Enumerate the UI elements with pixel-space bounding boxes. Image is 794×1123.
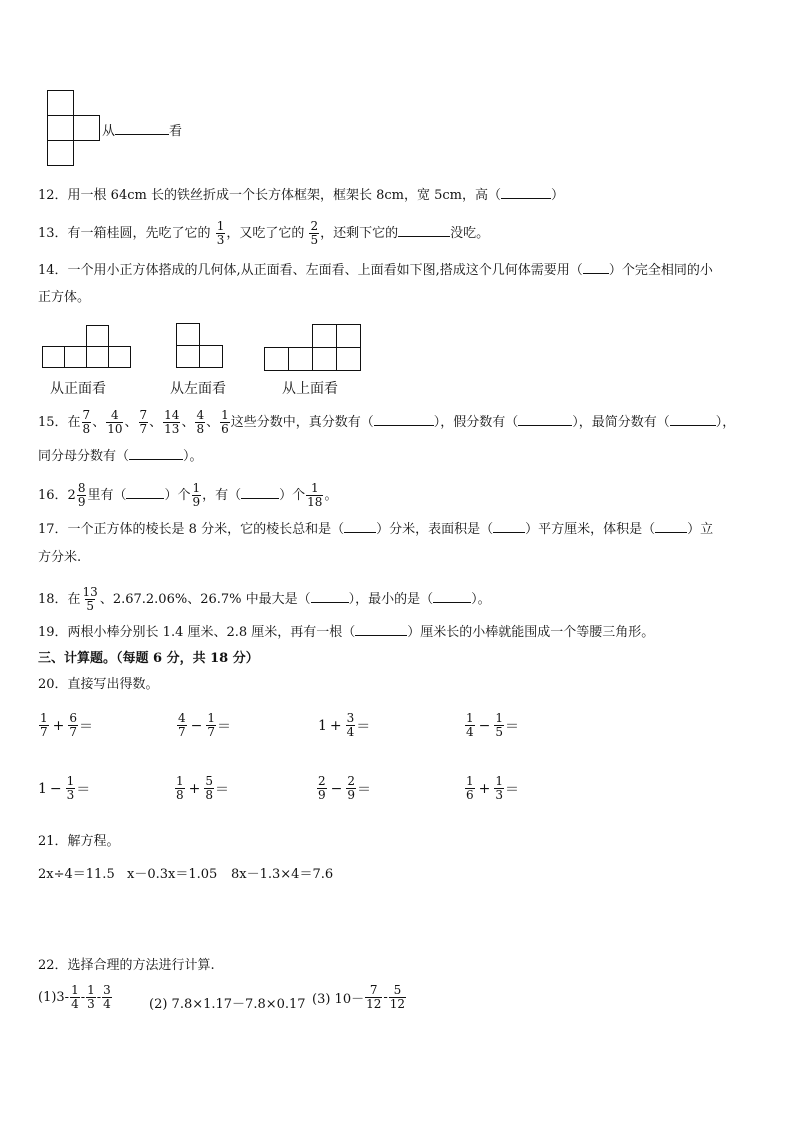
fraction: [317, 775, 327, 802]
q19-text-1: 19．两根小棒分别长 1.4 厘米、2.8 厘米，再有一根（: [38, 625, 356, 640]
figure-square: [64, 346, 87, 368]
figure-square: [312, 324, 337, 348]
q13-text-2: ，又吃了它的: [226, 226, 305, 241]
question-14-line1: [38, 260, 713, 281]
fraction: [494, 775, 504, 802]
numerator: 7: [139, 408, 148, 422]
fraction: [39, 712, 49, 739]
expression: [176, 712, 231, 739]
fraction: [306, 482, 323, 509]
figure-square: [42, 346, 65, 368]
q22-part-1-label: (1)3-: [38, 990, 70, 1005]
denominator: 8: [205, 788, 214, 802]
numerator: 4: [111, 408, 119, 422]
fraction: [102, 984, 112, 1011]
numerator: 14: [164, 408, 180, 422]
denominator: 12: [389, 997, 406, 1011]
expression: [174, 775, 229, 802]
answer-blank[interactable]: [583, 260, 609, 274]
numerator: 1: [221, 408, 229, 422]
denominator: 9: [77, 495, 86, 509]
figure-square: [312, 347, 337, 371]
answer-blank[interactable]: [655, 519, 687, 533]
q15-text-5: 同分母分数有（: [38, 449, 130, 464]
q17-text-4: ）立: [687, 522, 714, 537]
fraction: [220, 409, 230, 436]
numerator: 3: [103, 983, 111, 997]
equals-sign: ＝: [79, 718, 94, 735]
q17-text-3: ）平方厘米，体积是（: [525, 522, 656, 537]
figure-square: [47, 140, 74, 166]
q16-end: 。: [324, 488, 338, 503]
denominator: 3: [66, 788, 75, 802]
numerator: 3: [346, 711, 355, 725]
numerator: 1: [71, 983, 79, 997]
whole-number: 1: [318, 717, 327, 734]
denominator: 4: [466, 725, 474, 739]
operator: −: [478, 717, 491, 734]
q16-text-1: 里有（: [87, 488, 127, 503]
answer-blank[interactable]: [129, 446, 183, 460]
equals-sign: ＝: [505, 718, 520, 735]
fraction: [82, 586, 99, 613]
q18-text-1: 、2.67.2.06%、26.7% 中最大是（: [99, 592, 311, 607]
answer-blank[interactable]: [311, 589, 349, 603]
equals-sign: ＝: [356, 718, 371, 735]
figure-square: [47, 90, 74, 116]
q18-prefix: 18．在: [38, 592, 81, 607]
numerator: 1: [87, 983, 95, 997]
equation: 2x÷4＝11.5: [38, 867, 115, 882]
numerator: 5: [393, 983, 402, 997]
operator: −: [190, 717, 203, 734]
numerator: 1: [466, 774, 474, 788]
denominator: 3: [216, 233, 225, 247]
equation: 8x－1.3×4＝7.6: [231, 867, 334, 882]
question-14-line2: 正方体。: [38, 290, 91, 305]
denominator: 7: [69, 725, 78, 739]
denominator: 6: [221, 422, 229, 436]
q22-part-2: (2) 7.8×1.17－7.8×0.17: [149, 997, 306, 1012]
denominator: 5: [86, 599, 94, 613]
question-18: [38, 586, 491, 613]
fraction: [465, 712, 475, 739]
denominator: 9: [192, 495, 201, 509]
answer-blank[interactable]: [670, 412, 716, 426]
equals-sign: ＝: [357, 781, 372, 798]
numerator: 1: [495, 774, 504, 788]
numerator: 1: [192, 481, 201, 495]
fraction: [206, 712, 216, 739]
denominator: 4: [103, 997, 111, 1011]
fraction: [177, 712, 187, 739]
numerator: 2: [347, 774, 356, 788]
numerator: 1: [495, 711, 504, 725]
q16-text-3: ，有（: [202, 488, 242, 503]
q11-view-label: [102, 120, 182, 139]
question-13: [38, 220, 489, 247]
figure-square: [199, 345, 223, 368]
figure-square: [264, 347, 289, 371]
fraction: [77, 482, 87, 509]
question-12: [38, 185, 564, 206]
q18-end: ）。: [471, 592, 491, 607]
answer-blank[interactable]: [344, 519, 376, 533]
figure-square: [86, 325, 109, 347]
fraction: [346, 712, 356, 739]
operator: +: [52, 717, 65, 734]
answer-blank[interactable]: [355, 622, 407, 636]
answer-blank[interactable]: [398, 223, 450, 237]
figure-square: [73, 115, 100, 141]
figure-square: [86, 346, 109, 368]
numerator: 5: [205, 774, 214, 788]
q12-text: 12．用一根 64cm 长的铁丝折成一个长方体框架，框架长 8cm，宽 5cm，高（: [38, 188, 501, 203]
q18-text-2: ），最小的是（: [348, 592, 434, 607]
denominator: 4: [71, 997, 79, 1011]
q14-text-1: 14．一个用小正方体搭成的几何体,从正面看、左面看、上面看如下图,搭成这个几何体需要用（: [38, 263, 583, 278]
q13-text-3: ，还剩下它的: [320, 226, 399, 241]
numerator: 6: [69, 711, 78, 725]
answer-blank[interactable]: [433, 589, 471, 603]
denominator: 3: [87, 997, 95, 1011]
q13-text-1: 13．有一箱桂圆，先吃了它的: [38, 226, 211, 241]
numerator: 7: [82, 408, 91, 422]
question-17-line2: 方分米.: [38, 550, 82, 565]
q17-text-2: ）分米，表面积是（: [376, 522, 494, 537]
fraction: [309, 220, 319, 247]
q15-text-1: 这些分数中，真分数有（: [230, 415, 374, 430]
numerator: 1: [310, 481, 319, 495]
numerator: 7: [369, 983, 378, 997]
question-16: [38, 482, 337, 509]
denominator: 4: [346, 725, 355, 739]
question-21-title: 21．解方程。: [38, 834, 120, 849]
equals-sign: ＝: [76, 781, 91, 798]
denominator: 8: [196, 422, 205, 436]
fraction: [106, 409, 123, 436]
figure-square: [336, 324, 361, 348]
operator: −: [330, 780, 343, 797]
fraction: [346, 775, 356, 802]
denominator: 12: [366, 997, 382, 1011]
figure-square: [176, 323, 200, 346]
fraction: [195, 409, 205, 436]
operator: +: [188, 780, 201, 797]
fraction: [139, 409, 149, 436]
question-22-title: 22．选择合理的方法进行计算.: [38, 958, 215, 973]
q19-text-2: ）厘米长的小棒就能围成一个等腰三角形。: [407, 625, 655, 640]
q11-suffix: 看: [169, 124, 183, 139]
numerator: 4: [178, 711, 186, 725]
numerator: 13: [82, 585, 98, 599]
expression: [318, 712, 370, 739]
figure-square: [108, 346, 131, 368]
numerator: 1: [216, 219, 225, 233]
q15-prefix: 15．在: [38, 415, 81, 430]
denominator: 7: [178, 725, 186, 739]
fraction: [66, 775, 76, 802]
fraction: [86, 984, 96, 1011]
denominator: 9: [318, 788, 326, 802]
answer-blank[interactable]: [126, 485, 164, 499]
fraction: [70, 984, 80, 1011]
denominator: 7: [40, 725, 48, 739]
fraction: [82, 409, 92, 436]
expression: [464, 712, 519, 739]
denominator: 3: [495, 788, 504, 802]
q12-end: ）: [550, 188, 564, 203]
expression: (3) 10－ $\frac{7}{12}$ - $\frac{5}{12}$: [312, 983, 406, 1011]
denominator: 18: [307, 495, 323, 509]
section-heading: 三、计算题。（每题 6 分，共 18 分）: [38, 651, 259, 666]
expression: [38, 775, 90, 802]
denominator: 7: [207, 725, 216, 739]
denominator: 8: [176, 788, 184, 802]
numerator: 1: [466, 711, 474, 725]
answer-blank[interactable]: [501, 185, 551, 199]
q16-text-2: ）个: [164, 488, 191, 503]
numerator: 1: [176, 774, 184, 788]
figure-square: [336, 347, 361, 371]
fraction: [494, 712, 504, 739]
q17-text-1: 17．一个正方体的棱长是 8 分米，它的棱长总和是（: [38, 522, 345, 537]
mixed-whole: 2: [67, 488, 76, 503]
answer-blank[interactable]: [518, 412, 572, 426]
equals-sign: ＝: [217, 718, 232, 735]
fraction: [175, 775, 185, 802]
numerator: 1: [207, 711, 216, 725]
denominator: 13: [164, 422, 180, 436]
view-label-front: 从正面看: [50, 381, 106, 397]
answer-blank[interactable]: [115, 121, 169, 135]
fraction: [389, 984, 406, 1011]
fraction: [365, 984, 382, 1011]
figure-square: [288, 347, 313, 371]
question-15-line1: 15．在 $\frac{7}{8}$ 、 $\frac{4}{10}$ 、 $\frac{7}{7}$ 、 $\frac{14}{13}$ 、 $\frac{4}{8}$ 、 $\frac{1}{6}$ 这些分数中，真分数有（ ），假分数有（ ），最简分数有（ ），: [38, 408, 736, 436]
question-19: [38, 622, 654, 643]
q13-text-4: 没吃。: [450, 226, 490, 241]
denominator: 5: [495, 725, 504, 739]
view-label-left: 从左面看: [170, 381, 226, 397]
answer-blank[interactable]: [493, 519, 525, 533]
fraction: [216, 220, 226, 247]
figure-square: [47, 115, 74, 141]
q15-text-4: ），: [715, 415, 736, 430]
q15-text-2: ），假分数有（: [433, 415, 519, 430]
answer-blank[interactable]: [241, 485, 279, 499]
operator: +: [329, 717, 342, 734]
q14-text-1b: ）个完全相同的小: [608, 263, 713, 278]
numerator: 4: [196, 408, 205, 422]
figure-square: [176, 345, 200, 368]
fraction: [204, 775, 214, 802]
whole-number: 1: [38, 780, 47, 797]
expression: [464, 775, 519, 802]
question-20-title: 20．直接写出得数。: [38, 677, 159, 692]
numerator: 1: [40, 711, 48, 725]
equals-sign: ＝: [505, 781, 520, 798]
question-15-line2: [38, 446, 203, 467]
denominator: 6: [466, 788, 474, 802]
q15-text-6: ）。: [183, 449, 203, 464]
operator: −: [49, 780, 62, 797]
question-17-line1: [38, 519, 713, 540]
numerator: 2: [318, 774, 326, 788]
q15-text-3: ），最简分数有（: [572, 415, 670, 430]
expression: [38, 712, 93, 739]
denominator: 8: [82, 422, 91, 436]
fraction: [163, 409, 180, 436]
fraction: [192, 482, 202, 509]
q16-prefix: 16．: [38, 488, 68, 503]
numerator: 1: [66, 774, 75, 788]
operator: +: [478, 780, 491, 797]
equals-sign: ＝: [215, 781, 230, 798]
denominator: 7: [139, 422, 148, 436]
q16-text-4: ）个: [279, 488, 306, 503]
expression: (1)3- $\frac{1}{4}$ - $\frac{1}{3}$ - $\frac{3}{4}$: [38, 983, 111, 1011]
q11-prefix: 从: [102, 124, 116, 139]
view-label-top: 从上面看: [282, 381, 338, 397]
denominator: 5: [310, 233, 319, 247]
denominator: 9: [347, 788, 356, 802]
numerator: 2: [310, 219, 319, 233]
expression: [316, 775, 371, 802]
q22-part-3-label: (3) 10－: [312, 992, 365, 1007]
fraction: [68, 712, 78, 739]
fraction: [465, 775, 475, 802]
equation: x－0.3x＝1.05: [127, 867, 218, 882]
numerator: 8: [77, 481, 86, 495]
denominator: 10: [107, 422, 123, 436]
answer-blank[interactable]: [374, 412, 434, 426]
